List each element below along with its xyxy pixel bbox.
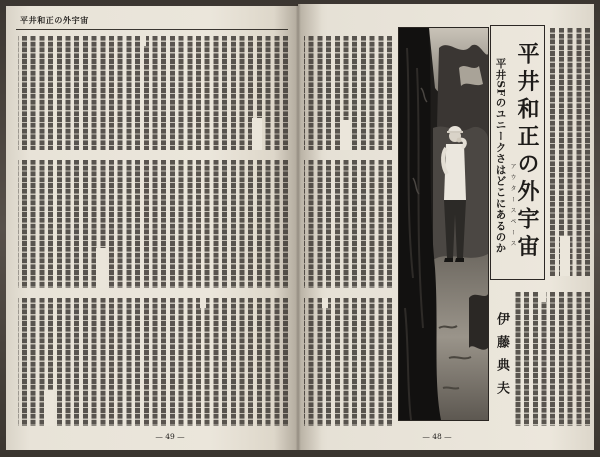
body-text-block	[550, 28, 590, 276]
paragraph-break	[140, 36, 146, 46]
paragraph-break	[200, 298, 206, 308]
page-number-left: — 49 —	[155, 432, 185, 441]
page-number-right: — 48 —	[422, 432, 452, 441]
binding-gutter-shadow	[274, 4, 322, 450]
body-text-block	[514, 292, 590, 426]
author-photo	[399, 28, 488, 420]
author-name: 伊藤典夫	[494, 312, 509, 404]
article-title: 平井和正の外宇宙	[514, 42, 540, 262]
body-text-block	[18, 36, 288, 150]
body-text-block	[18, 160, 288, 288]
paragraph-break	[560, 236, 570, 276]
paragraph-break	[540, 292, 546, 302]
article-subtitle: 平井SFのユニークさはどこにあるのか	[494, 58, 507, 254]
photo-image	[399, 28, 488, 420]
paragraph-break	[44, 390, 54, 426]
paragraph-break	[340, 120, 350, 150]
paragraph-break	[96, 248, 106, 288]
running-head: 平井和正の外宇宙	[20, 15, 89, 25]
title-ruby: アウタースペース	[509, 163, 516, 251]
header-rule	[16, 29, 288, 30]
paragraph-break	[322, 298, 328, 308]
body-text-block	[18, 298, 288, 426]
paragraph-break	[252, 118, 262, 150]
